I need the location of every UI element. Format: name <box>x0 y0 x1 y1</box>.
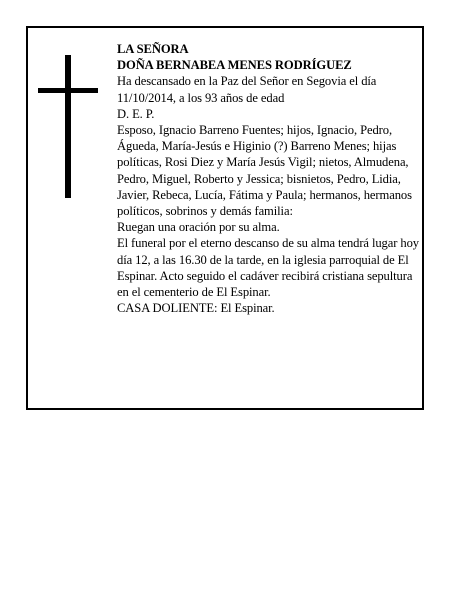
deceased-name: DOÑA BERNABEA MENES RODRÍGUEZ <box>117 58 352 73</box>
obituary-text <box>117 41 421 316</box>
rest-statement: Ha descansado en la Paz del Señor en Segovia el día <box>117 74 377 89</box>
deceased-title: LA SEÑORA <box>117 42 189 56</box>
prayer-request: Ruegan una oración por su alma. <box>117 220 280 235</box>
rest-date-age: 11/10/2014, a los 93 años de edad <box>117 90 285 105</box>
mourning-house: CASA DOLIENTE: El Espinar. <box>117 301 275 316</box>
latin-cross-icon <box>38 55 98 198</box>
cross-horizontal-bar <box>38 88 98 93</box>
family-list: Esposo, Ignacio Barreno Fuentes; hijos, Ignacio, Pedro, Águeda, María-Jesús e Higinio (?) Barreno Menes; hijas políticas, Rosi Diez y María Jesús Vigil; nietos, Almudena, Pedro, Miguel, Roberto y Jessica; bisnietos, Pedro, Lidia, Javier, Rebeca, Lucía, Fátima y Paula; hermanos, hermanos políticos, sobrinos y demás familia: <box>117 123 412 219</box>
dep-line: D. E. P. <box>117 106 155 121</box>
obituary-notice <box>26 26 424 410</box>
cross-vertical-bar <box>65 55 71 198</box>
funeral-details: El funeral por el eterno descanso de su alma tendrá lugar hoy día 12, a las 16.30 de la tarde, en la iglesia parroquial de El Espinar. Acto seguido el cadáver recibirá cristiana sepultura en el cementerio de El Espinar. <box>117 236 419 300</box>
